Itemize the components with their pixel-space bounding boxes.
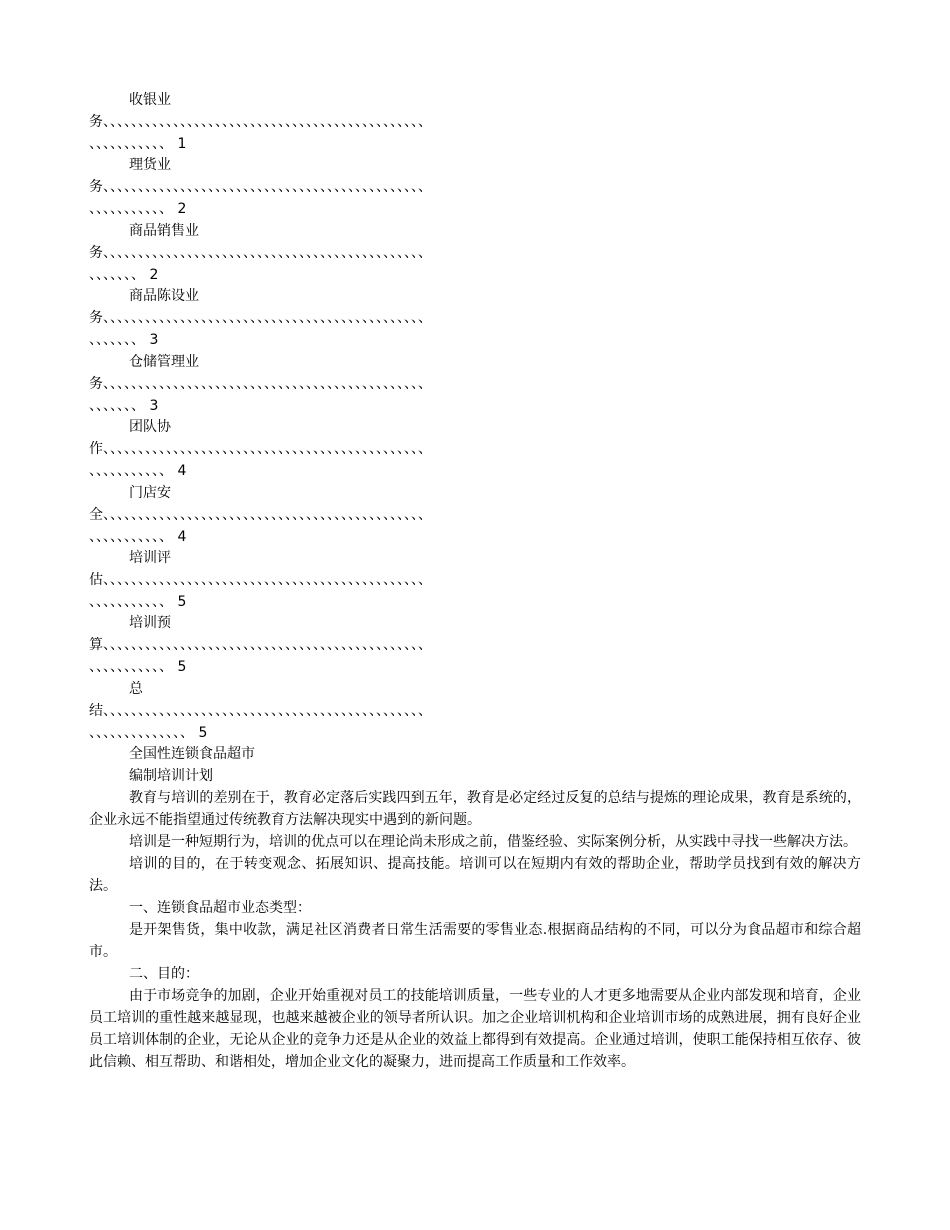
toc-entry-tail: 、、、、、、、 3	[89, 398, 159, 414]
paragraph: 教育与培训的差别在于，教育必定落后实践四到五年，教育是必定经过反复的总结与提炼的理论成果，教育是系统的，企业永远不能指望通过传统教育方法解决现实中遇到的新问题。	[89, 790, 861, 828]
toc-entry-tail: 、、、、、、、、、、、 2	[89, 201, 187, 217]
toc-entry-tail: 、、、、、、、、、、、 5	[89, 594, 187, 610]
toc-entry-tail: 、、、、、、、、、、、、、、 5	[89, 725, 208, 741]
toc-entry-tail: 、、、、、、、、、、、 1	[89, 136, 187, 152]
toc-entry-tail: 、、、、、、、、、、、 4	[89, 529, 187, 545]
toc-entry-title: 培训评	[129, 550, 171, 566]
document-body	[89, 743, 861, 1073]
toc-page-number: 1	[177, 136, 187, 152]
section-heading: 一、连锁食品超市业态类型：	[129, 900, 311, 916]
toc-page-number: 5	[177, 594, 187, 610]
paragraph: 培训是一种短期行为，培训的优点可以在理论尚未形成之前，借鉴经验、实际案例分析，从实践中寻找一些解决方法。	[129, 834, 857, 850]
toc-page-number: 4	[177, 463, 187, 479]
section-heading: 二、目的：	[129, 966, 199, 982]
toc-page-number: 4	[177, 529, 187, 545]
toc-entry-tail: 、、、、、、、、、、、 4	[89, 463, 187, 479]
toc-entry-leader: 结、、、、、、、、、、、、、、、、、、、、、、、、、、、、、、、、、、、、、、、、、、、、、、	[89, 703, 432, 719]
toc-entry-title: 仓储管理业	[129, 354, 199, 370]
toc-entry-title: 总	[129, 681, 143, 697]
toc-page-number: 3	[149, 398, 159, 414]
toc-entry[interactable]	[89, 285, 859, 351]
toc-page-number: 3	[149, 332, 159, 348]
toc-entry[interactable]	[89, 351, 859, 417]
toc-entry[interactable]	[89, 220, 859, 286]
toc-entry-leader: 全、、、、、、、、、、、、、、、、、、、、、、、、、、、、、、、、、、、、、、、、、、、、、、	[89, 507, 432, 523]
document-title-line1: 全国性连锁食品超市	[129, 746, 255, 762]
toc-entry-leader: 务、、、、、、、、、、、、、、、、、、、、、、、、、、、、、、、、、、、、、、、、、、、、、、	[89, 310, 432, 326]
toc-entry-leader: 务、、、、、、、、、、、、、、、、、、、、、、、、、、、、、、、、、、、、、、、、、、、、、、	[89, 376, 432, 392]
toc-entry[interactable]	[89, 482, 859, 548]
toc-entry-title: 商品陈设业	[129, 288, 199, 304]
toc-entry-title: 理货业	[129, 157, 171, 173]
toc-entry[interactable]	[89, 416, 859, 482]
toc-entry-leader: 估、、、、、、、、、、、、、、、、、、、、、、、、、、、、、、、、、、、、、、、、、、、、、、	[89, 572, 432, 588]
toc-entry-leader: 作、、、、、、、、、、、、、、、、、、、、、、、、、、、、、、、、、、、、、、、、、、、、、、	[89, 441, 432, 457]
toc-page-number: 5	[198, 725, 208, 741]
toc-page-number: 2	[149, 267, 159, 283]
toc-entry-tail: 、、、、、、、、、、、 5	[89, 659, 187, 675]
toc-entry-title: 商品销售业	[129, 223, 199, 239]
paragraph: 培训的目的，在于转变观念、拓展知识、提高技能。培训可以在短期内有效的帮助企业，帮助学员找到有效的解决方法。	[89, 856, 861, 894]
toc-entry-leader: 务、、、、、、、、、、、、、、、、、、、、、、、、、、、、、、、、、、、、、、、、、、、、、、	[89, 179, 432, 195]
toc-page-number: 5	[177, 659, 187, 675]
toc-page-number: 2	[177, 201, 187, 217]
toc-entry-leader: 务、、、、、、、、、、、、、、、、、、、、、、、、、、、、、、、、、、、、、、、、、、、、、、	[89, 114, 432, 130]
toc-entry[interactable]	[89, 89, 859, 155]
paragraph: 是开架售货，集中收款，满足社区消费者日常生活需要的零售业态.根据商品结构的不同，可以分为食品超市和综合超市。	[89, 922, 861, 960]
toc-entry-title: 培训预	[129, 615, 171, 631]
toc-entry-tail: 、、、、、、、 3	[89, 332, 159, 348]
document-title-line2: 编制培训计划	[129, 768, 213, 784]
paragraph: 由于市场竞争的加剧，企业开始重视对员工的技能培训质量，一些专业的人才更多地需要从企业内部发现和培育，企业员工培训的重性越来越显现，也越来越被企业的领导者所认识。加之企业培训机构和企业培训市场的成熟进展，拥有良好企业员工培训体制的企业，无论从企业的竞争力还是从企业的效益上都得到有效提高。企业通过培训，使职工能保持相互依存、彼此信赖、相互帮助、和谐相处，增加企业文化的凝聚力，进而提高工作质量和工作效率。	[89, 988, 861, 1070]
toc-entry[interactable]	[89, 154, 859, 220]
toc-entry-leader: 算、、、、、、、、、、、、、、、、、、、、、、、、、、、、、、、、、、、、、、、、、、、、、、	[89, 637, 432, 653]
toc-entry-tail: 、、、、、、、 2	[89, 267, 159, 283]
toc-entry[interactable]	[89, 678, 859, 744]
toc-entry[interactable]	[89, 547, 859, 613]
toc-entry-title: 收银业	[129, 92, 171, 108]
toc-entry[interactable]	[89, 612, 859, 678]
toc-entry-leader: 务、、、、、、、、、、、、、、、、、、、、、、、、、、、、、、、、、、、、、、、、、、、、、、	[89, 245, 432, 261]
toc-entry-title: 门店安	[129, 485, 171, 501]
toc-entry-title: 团队协	[129, 419, 171, 435]
